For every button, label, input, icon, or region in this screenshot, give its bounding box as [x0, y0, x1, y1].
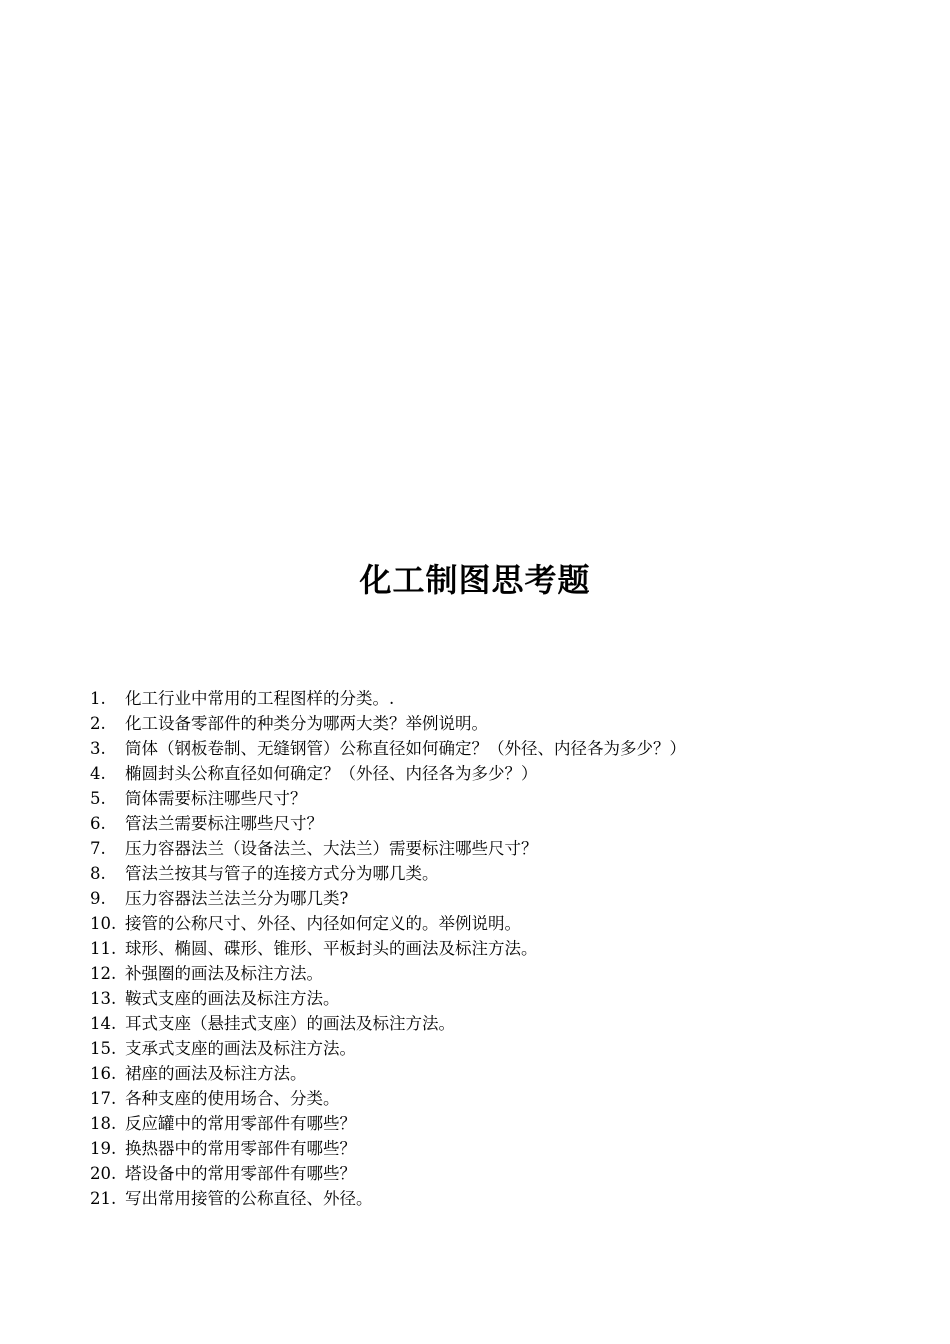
question-text: 管法兰需要标注哪些尺寸？ — [125, 814, 323, 833]
question-text: 裙座的画法及标注方法。 — [125, 1064, 307, 1083]
question-number: 3. — [90, 739, 106, 758]
question-item — [90, 1061, 910, 1086]
question-number: 14. — [90, 1014, 117, 1033]
question-number: 17. — [90, 1089, 117, 1108]
question-text: 鞍式支座的画法及标注方法。 — [125, 989, 340, 1008]
question-text: 化工设备零部件的种类分为哪两大类？举例说明。 — [125, 714, 488, 733]
question-text: 塔设备中的常用零部件有哪些？ — [125, 1164, 356, 1183]
question-text: 压力容器法兰法兰分为哪几类? — [125, 889, 349, 908]
question-text: 球形、椭圆、碟形、锥形、平板封头的画法及标注方法。 — [125, 939, 538, 958]
question-text: 椭圆封头公称直径如何确定？（外径、内径各为多少？） — [125, 764, 538, 783]
question-number: 11. — [90, 939, 117, 958]
question-text: 反应罐中的常用零部件有哪些？ — [125, 1114, 356, 1133]
question-number: 21. — [90, 1189, 117, 1208]
question-item — [90, 786, 910, 811]
question-text: 筒体需要标注哪些尺寸？ — [125, 789, 307, 808]
question-text: 筒体（钢板卷制、无缝钢管）公称直径如何确定？（外径、内径各为多少？） — [125, 739, 686, 758]
question-list — [90, 686, 910, 1211]
question-number: 5. — [90, 789, 106, 808]
question-number: 18. — [90, 1114, 117, 1133]
question-number: 7. — [90, 839, 106, 858]
question-number: 2. — [90, 714, 106, 733]
question-item — [90, 1111, 910, 1136]
question-text: 换热器中的常用零部件有哪些？ — [125, 1139, 356, 1158]
question-number: 10. — [90, 914, 117, 933]
question-item — [90, 961, 910, 986]
question-number: 8. — [90, 864, 106, 883]
question-item — [90, 861, 910, 886]
question-item — [90, 686, 910, 711]
question-number: 15. — [90, 1039, 117, 1058]
question-item — [90, 811, 910, 836]
question-item — [90, 911, 910, 936]
page-title: 化工制图思考题 — [359, 561, 591, 599]
question-number: 6. — [90, 814, 106, 833]
question-number: 13. — [90, 989, 117, 1008]
question-item — [90, 986, 910, 1011]
question-item — [90, 1011, 910, 1036]
question-item — [90, 886, 910, 911]
question-item — [90, 1136, 910, 1161]
question-text: 补强圈的画法及标注方法。 — [125, 964, 323, 983]
question-item — [90, 1161, 910, 1186]
question-number: 20. — [90, 1164, 117, 1183]
question-number: 19. — [90, 1139, 117, 1158]
question-number: 16. — [90, 1064, 117, 1083]
question-text: 化工行业中常用的工程图样的分类。. — [125, 689, 395, 708]
question-item — [90, 1086, 910, 1111]
question-item — [90, 761, 910, 786]
question-item — [90, 1036, 910, 1061]
question-number: 12. — [90, 964, 117, 983]
question-text: 支承式支座的画法及标注方法。 — [125, 1039, 356, 1058]
question-number: 4. — [90, 764, 106, 783]
question-item — [90, 836, 910, 861]
question-item — [90, 936, 910, 961]
question-text: 压力容器法兰（设备法兰、大法兰）需要标注哪些尺寸？ — [125, 839, 538, 858]
question-text: 管法兰按其与管子的连接方式分为哪几类。 — [125, 864, 439, 883]
question-item — [90, 1186, 910, 1211]
question-text: 写出常用接管的公称直径、外径。 — [125, 1189, 373, 1208]
question-text: 耳式支座（悬挂式支座）的画法及标注方法。 — [125, 1014, 455, 1033]
question-item — [90, 711, 910, 736]
question-text: 接管的公称尺寸、外径、内径如何定义的。举例说明。 — [125, 914, 521, 933]
question-number: 9. — [90, 889, 106, 908]
question-number: 1. — [90, 689, 106, 708]
question-text: 各种支座的使用场合、分类。 — [125, 1089, 340, 1108]
question-item — [90, 736, 910, 761]
